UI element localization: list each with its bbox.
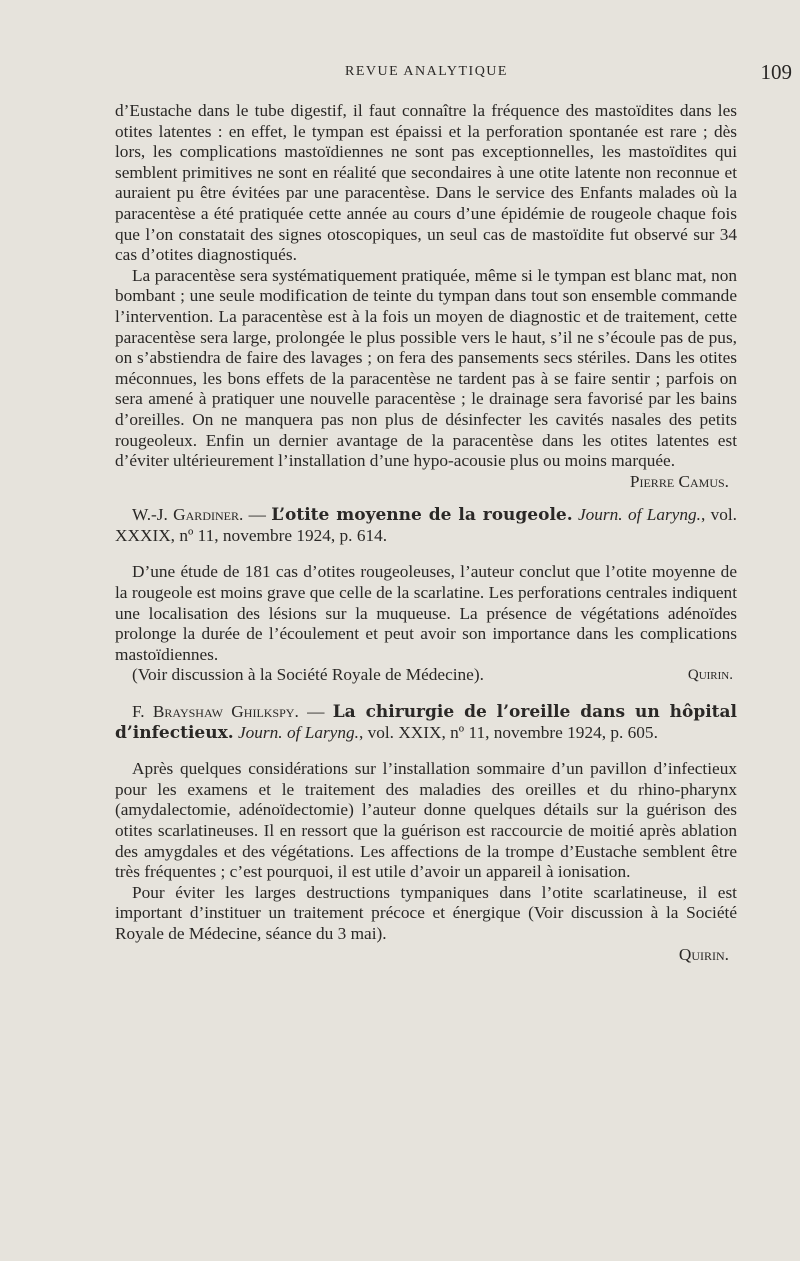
review3-title: La chirurgie de l’oreille dans un hôpital d’infectieux. — [115, 702, 738, 743]
review1-paragraph-2: La paracentèse sera systématiquement pratiquée, même si le tympan est blanc mat, non bombant ; une seule modification de teinte du tympan dans tout son ensemble commande l’intervention. La paracentèse est à la fois un moyen de diagnostic et de traitement, cette paracentèse sera large, prolongée le plus possible vers le haut, s’il ne s’écoule pas de pus, on s’abstiendra de faire des lavages ; on fera des pansements secs stériles. Dans les otites méconnues, les bons effets de la paracentèse ne tardent pas à se faire sentir ; parfois on sera amené à pratiquer une nouvelle paracentèse ; le drainage sera favorisé par les bains d’oreilles. On ne manquera pas non plus de désinfecter les cavités nasales des petits rougeoleux. Enfin un dernier avantage de la paracentèse dans les otites latentes est d’éviter ultérieurement l’installation d’une hypo-acousie plus ou moins marquée. — [115, 265, 737, 471]
review2-citation: , vol. XXXIX, nº 11, novembre 1924, p. 614. — [115, 505, 737, 545]
review2-note: (Voir discussion à la Société Royale de Médecine). — [132, 665, 484, 685]
review2-dash: — — [243, 505, 272, 525]
review3-citation: , vol. XXIX, nº 11, novembre 1924, p. 605. — [358, 722, 658, 742]
review2-author: W.-J. Gardiner. — [132, 505, 244, 525]
review1-signature: Pierre Camus. — [629, 471, 729, 491]
review1-paragraph-1: d’Eustache dans le tube digestif, il faut connaître la fréquence des mastoïdites dans les otites latentes : en effet, le tympan est épaissi et la perforation spontanée est rare ; dès lors, les complications mastoïdiennes ne sont pas exceptionnelles, les mastoïdites qui semblent primitives ne sont en réalité que secondaires à une otite latente non reconnue et auraient pu être évitées par une paracentèse. Dans le service des Enfants malades où la paracentèse a été pratiquée cette année au cours d’une épidémie de rougeole chaque fois que l’on constatait des signes otoscopiques, un seul cas de mastoïdite fut observé sur 34 cas d’otites diagnostiqués. — [115, 101, 737, 265]
review3-heading — [115, 702, 737, 743]
review3-paragraph-2: Pour éviter les larges destructions tympaniques dans l’otite scarlatineuse, il est important d’instituer un traitement précoce et énergique (Voir discussion à la Société Royale de Médecine, séance du 3 mai). — [115, 882, 737, 943]
text-block — [115, 101, 737, 965]
review3-dash: — — [298, 702, 333, 722]
review3-signature: Quirin. — [678, 944, 729, 964]
running-title: REVUE ANALYTIQUE — [345, 64, 508, 79]
page-number: 109 — [760, 60, 792, 84]
review2-heading — [115, 505, 737, 546]
review2-signature: Quirin. — [687, 667, 733, 684]
review2-title: L’otite moyenne de la rougeole. — [271, 505, 573, 526]
review2-journal: Journ. of Laryng. — [577, 505, 701, 525]
review2-note-line — [115, 665, 737, 686]
review3-paragraph-1: Après quelques considérations sur l’installation sommaire d’un pavillon d’infectieux pour les examens et le traitement des maladies des oreilles et du rhino-pharynx (amydalectomie, adénoïdectomie) l’auteur donne quelques détails sur la guérison des otites scarlatineuses. Il en ressort que la guérison est raccourcie de moitié après ablation des amygdales et des végétations. Les affections de la trompe d’Eustache semblent être très fréquentes ; c’est pourquoi, il est utile d’avoir un appareil à ionisation. — [115, 759, 737, 882]
review3-author: F. Brayshaw Ghilkspy. — [132, 702, 299, 722]
review2-body: D’une étude de 181 cas d’otites rougeoleuses, l’auteur conclut que l’otite moyenne de la rougeole est moins grave que celle de la scarlatine. Les perforations centrales indiquent une localisation des lésions sur la muqueuse. La présence de végétations adénoïdes prolonge la durée de l’écoulement et peut avoir son importance dans les complications mastoïdiennes. — [115, 562, 737, 664]
running-head — [115, 60, 795, 90]
review3-journal: Journ. of Laryng. — [237, 722, 359, 742]
